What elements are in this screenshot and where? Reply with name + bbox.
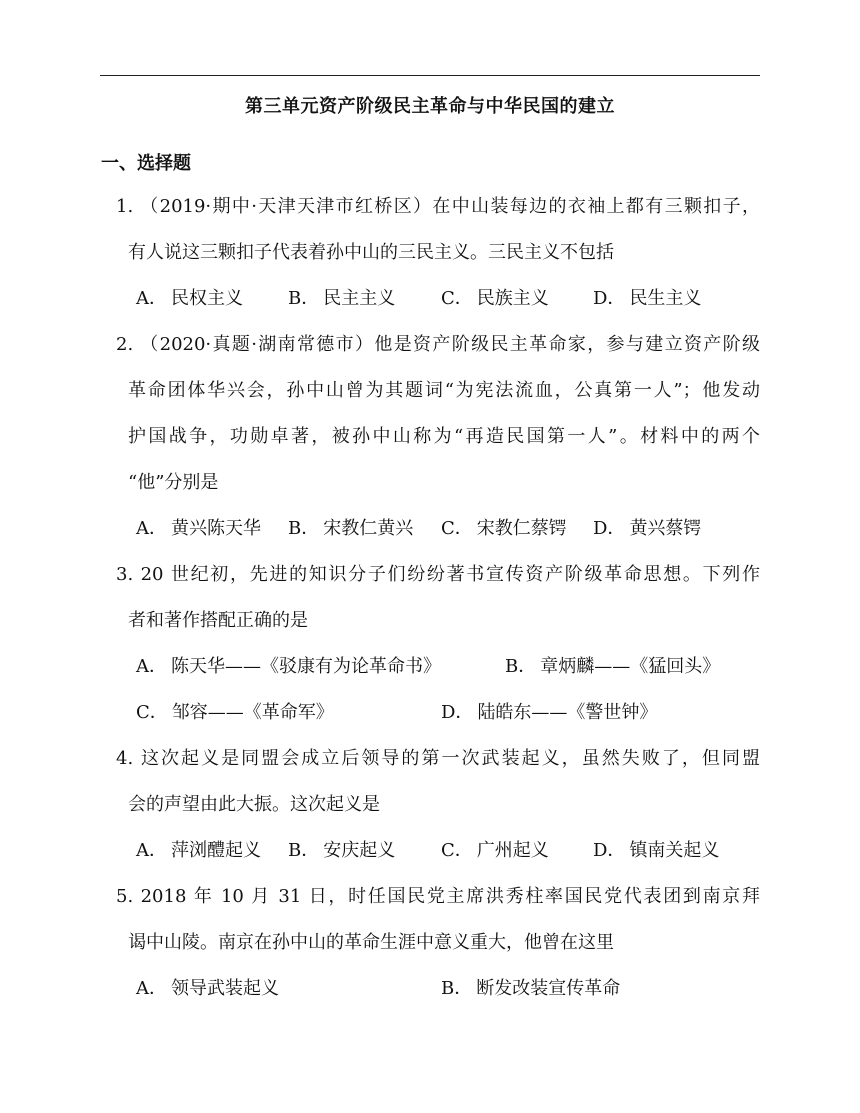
question-1-option-d[interactable]: D． 民生主义 bbox=[593, 288, 702, 309]
question-4-option-a[interactable]: A． 萍浏醴起义 bbox=[136, 840, 261, 861]
question-2-option-c[interactable]: C． 宋教仁蔡锷 bbox=[441, 518, 567, 539]
header-rule bbox=[100, 75, 760, 76]
question-2-number: 2. bbox=[116, 334, 134, 355]
question-3-option-c[interactable]: C． 邹容——《革命军》 bbox=[136, 702, 334, 723]
question-5-option-b[interactable]: B． 断发改装宣传革命 bbox=[441, 978, 621, 999]
question-4-option-d[interactable]: D． 镇南关起义 bbox=[593, 840, 720, 861]
question-5-number: 5. bbox=[116, 886, 134, 907]
question-4-option-b[interactable]: B． 安庆起义 bbox=[288, 840, 396, 861]
question-3-stem-line-1: 3. 20 世纪初，先进的知识分子们纷纷著书宣传资产阶级革命思想。下列作 bbox=[116, 564, 760, 585]
question-2-stem-line-2: 革命团体华兴会，孙中山曾为其题词“为宪法流血，公真第一人”；他发动 bbox=[128, 380, 760, 401]
question-3-stem-line-2: 者和著作搭配正确的是 bbox=[128, 610, 308, 631]
question-4-stem-line-1: 4. 这次起义是同盟会成立后领导的第一次武装起义，虽然失败了，但同盟 bbox=[116, 748, 760, 769]
question-1-option-b[interactable]: B． 民主主义 bbox=[288, 288, 396, 309]
page-title: 第三单元资产阶级民主革命与中华民国的建立 bbox=[245, 96, 615, 117]
question-1-number: 1. bbox=[116, 196, 134, 217]
question-5-option-a[interactable]: A． 领导武装起义 bbox=[136, 978, 279, 999]
question-2-option-d[interactable]: D． 黄兴蔡锷 bbox=[593, 518, 702, 539]
question-3-option-d[interactable]: D． 陆皓东——《警世钟》 bbox=[441, 702, 658, 723]
question-4-stem-line-2: 会的声望由此大振。这次起义是 bbox=[128, 794, 380, 815]
question-1-stem-line-2: 有人说这三颗扣子代表着孙中山的三民主义。三民主义不包括 bbox=[128, 242, 614, 263]
question-3-option-a[interactable]: A． 陈天华——《驳康有为论革命书》 bbox=[136, 656, 441, 677]
question-5-stem-line-2: 谒中山陵。南京在孙中山的革命生涯中意义重大，他曾在这里 bbox=[128, 932, 614, 953]
question-3-number: 3. bbox=[116, 564, 134, 585]
section-heading: 一、选择题 bbox=[101, 153, 191, 174]
question-2-stem-line-4: “他”分别是 bbox=[128, 472, 219, 493]
question-5-stem-line-1: 5. 2018 年 10 月 31 日，时任国民党主席洪秀柱率国民党代表团到南京拜 bbox=[116, 886, 760, 907]
question-3-option-b[interactable]: B． 章炳麟——《猛回头》 bbox=[505, 656, 721, 677]
question-4-option-c[interactable]: C． 广州起义 bbox=[441, 840, 549, 861]
question-2-option-b[interactable]: B． 宋教仁黄兴 bbox=[288, 518, 414, 539]
question-2-stem-line-3: 护国战争，功勋卓著，被孙中山称为“再造民国第一人”。材料中的两个 bbox=[128, 426, 760, 447]
question-4-number: 4. bbox=[116, 748, 134, 769]
question-2-stem-line-1: 2. （2020·真题·湖南常德市）他是资产阶级民主革命家，参与建立资产阶级 bbox=[116, 334, 760, 355]
question-1-option-c[interactable]: C． 民族主义 bbox=[441, 288, 549, 309]
question-1-stem-line-1: 1. （2019·期中·天津天津市红桥区）在中山装每边的衣袖上都有三颗扣子， bbox=[116, 196, 760, 217]
question-1-option-a[interactable]: A． 民权主义 bbox=[136, 288, 243, 309]
question-2-option-a[interactable]: A． 黄兴陈天华 bbox=[136, 518, 261, 539]
